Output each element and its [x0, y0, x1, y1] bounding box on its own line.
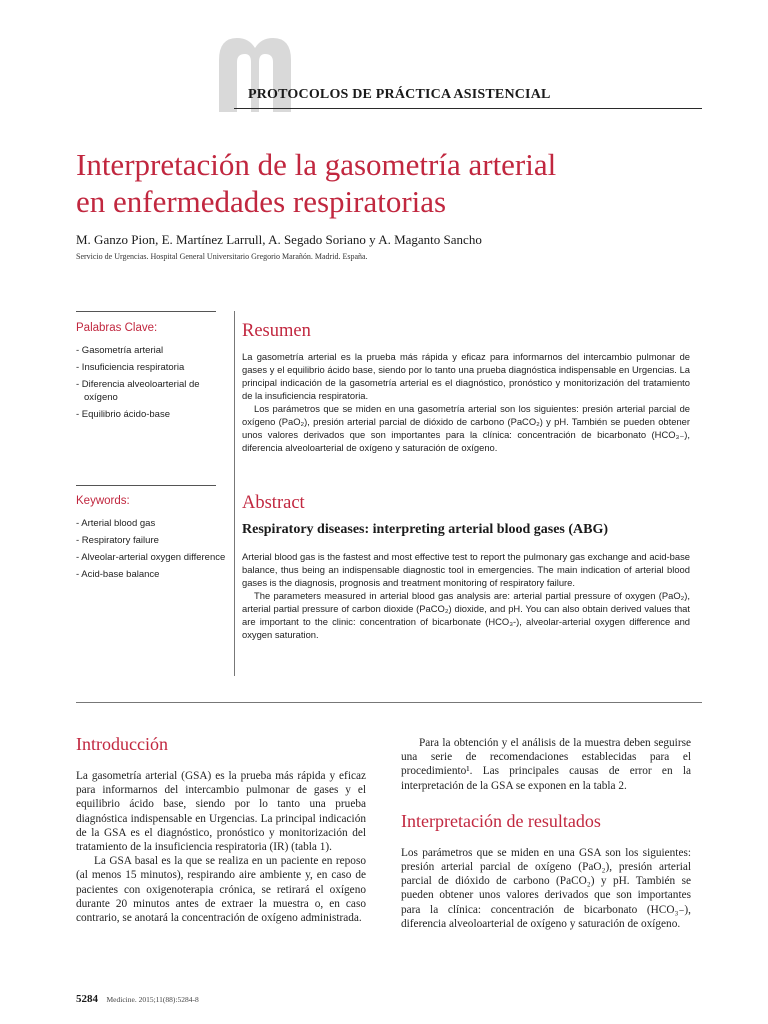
header-rule: [234, 108, 702, 109]
keywords-en-heading: Keywords:: [76, 495, 130, 507]
keyword-item: - Respiratory failure: [76, 535, 159, 546]
interpretacion-heading: Interpretación de resultados: [401, 810, 601, 831]
resumen-paragraph-2: Los parámetros que se miden en una gasometría arterial son los siguientes: presión arterial parcial de oxígeno (PaO₂), presión arterial parcial de dióxido de carbono (PaCO₂) y pH. También se pueden obtener unos valores derivados que son importantes para la clínica: concentración de bicarbonato (HCO₃₋), diferencia alveoloarterial de oxígeno y saturación de oxígeno.: [242, 403, 690, 453]
column-divider: [234, 311, 235, 676]
abstract-subtitle: Respiratory diseases: interpreting arterial blood gases (ABG): [242, 522, 609, 537]
keywords-en-rule: [76, 485, 216, 486]
keywords-es-heading: Palabras Clave:: [76, 322, 158, 334]
page-footer: [76, 993, 199, 1005]
keyword-item: - Diferencia alveoloarterial de oxígeno: [76, 379, 200, 403]
muestra-paragraph: Para la obtención y el análisis de la muestra deben seguirse una serie de recomendaciones establecidas para el procedimiento¹. Las principales causas de error en la interpretación de la GSA se exponen en la tabla 2.: [401, 737, 691, 792]
keyword-item: - Equilibrio ácido-base: [76, 409, 170, 420]
keyword-item: - Gasometría arterial: [76, 345, 164, 356]
journal-citation: Medicine. 2015;11(88):5284-8: [106, 995, 199, 1004]
interpretacion-paragraph: Los parámetros que se miden en una GSA son los siguientes: presión arterial parcial de oxígeno (PaO₂), presión arterial parcial de dióxido de carbono (PaCO₂) y pH. También se pueden obtener unos valores derivados que son importantes para la clínica: concentración de bicarbonato (HCO₃₋), diferencia alveoloarterial de oxígeno y saturación de oxígeno.: [401, 846, 691, 930]
title-line-1: Interpretación de la gasometría arterial: [76, 147, 557, 182]
page-number: 5284: [76, 993, 98, 1005]
introduccion-heading: Introducción: [76, 734, 168, 754]
keywords-es-rule: [76, 311, 216, 312]
introduccion-section: [76, 734, 366, 925]
keyword-item: - Insuficiencia respiratoria: [76, 362, 185, 373]
title-line-2: en enfermedades respiratorias: [76, 184, 447, 219]
affiliation: Servicio de Urgencias. Hospital General Universitario Gregorio Marañón. Madrid. España.: [76, 252, 368, 261]
resumen-heading: Resumen: [242, 321, 311, 341]
abstract-heading: Abstract: [242, 493, 305, 513]
article-title: [76, 146, 716, 220]
keywords-en: [76, 495, 226, 585]
section-label: PROTOCOLOS DE PRÁCTICA ASISTENCIAL: [248, 87, 551, 102]
abstract-paragraph-1: Arterial blood gas is the fastest and most effective test to report the pulmonary gas exchange and acid-base balance, thus being an indispensable diagnostic tool in emergencies. The main indication of arterial blood gases is the diagnosis, prognosis and treatment monitoring of respiratory failure.: [242, 551, 690, 588]
resumen-section: [242, 321, 690, 454]
body-rule: [76, 702, 702, 703]
authors: M. Ganzo Pion, E. Martínez Larrull, A. Segado Soriano y A. Maganto Sancho: [76, 232, 482, 247]
keywords-es: [76, 322, 226, 425]
keyword-item: - Alveolar-arterial oxygen difference: [76, 552, 226, 563]
abstract-paragraph-2: The parameters measured in arterial blood gas analysis are: arterial partial pressure of oxygen (PaO₂), arterial partial pressure of carbon dioxide (PaCO₂) dioxide, and pH. You can also obtain derived values that are important to the clinic: concentration of bicarbonate (HCO₃-), alveolar-arterial oxygen difference and oxygen saturation.: [242, 590, 690, 640]
abstract-section: [242, 493, 690, 641]
keyword-item: - Acid-base balance: [76, 569, 160, 580]
resumen-paragraph-1: La gasometría arterial es la prueba más rápida y eficaz para informarnos del intercambio pulmonar de gases y el equilibrio ácido base, siendo por lo tanto una prueba diagnóstica indispensable en Urgencias. La principal indicación de la gasometría arterial es el diagnóstico, pronóstico y monitorización del tratamiento de la insuficiencia respiratoria.: [242, 351, 690, 401]
introduccion-paragraph-2: La GSA basal es la que se realiza en un paciente en reposo (al menos 15 minutos), respirando aire ambiente y, en caso de pacientes con oxigenoterapia crónica, se retirará el oxígeno durante 20 minutos antes de extraer la muestra o, en caso contrario, se anotará la concentración de oxígeno administrada.: [76, 855, 366, 925]
right-column: [401, 736, 691, 931]
keyword-item: - Arterial blood gas: [76, 518, 156, 529]
introduccion-paragraph-1: La gasometría arterial (GSA) es la prueba más rápida y eficaz para informarnos del intercambio pulmonar de gases y el equilibrio ácido base, siendo por lo tanto una prueba diagnóstica indispensable en Urgencias. La principal indicación de la GSA es el diagnóstico, pronóstico y monitorización del tratamiento de la insuficiencia respiratoria (IR) (tabla 1).: [76, 770, 366, 854]
